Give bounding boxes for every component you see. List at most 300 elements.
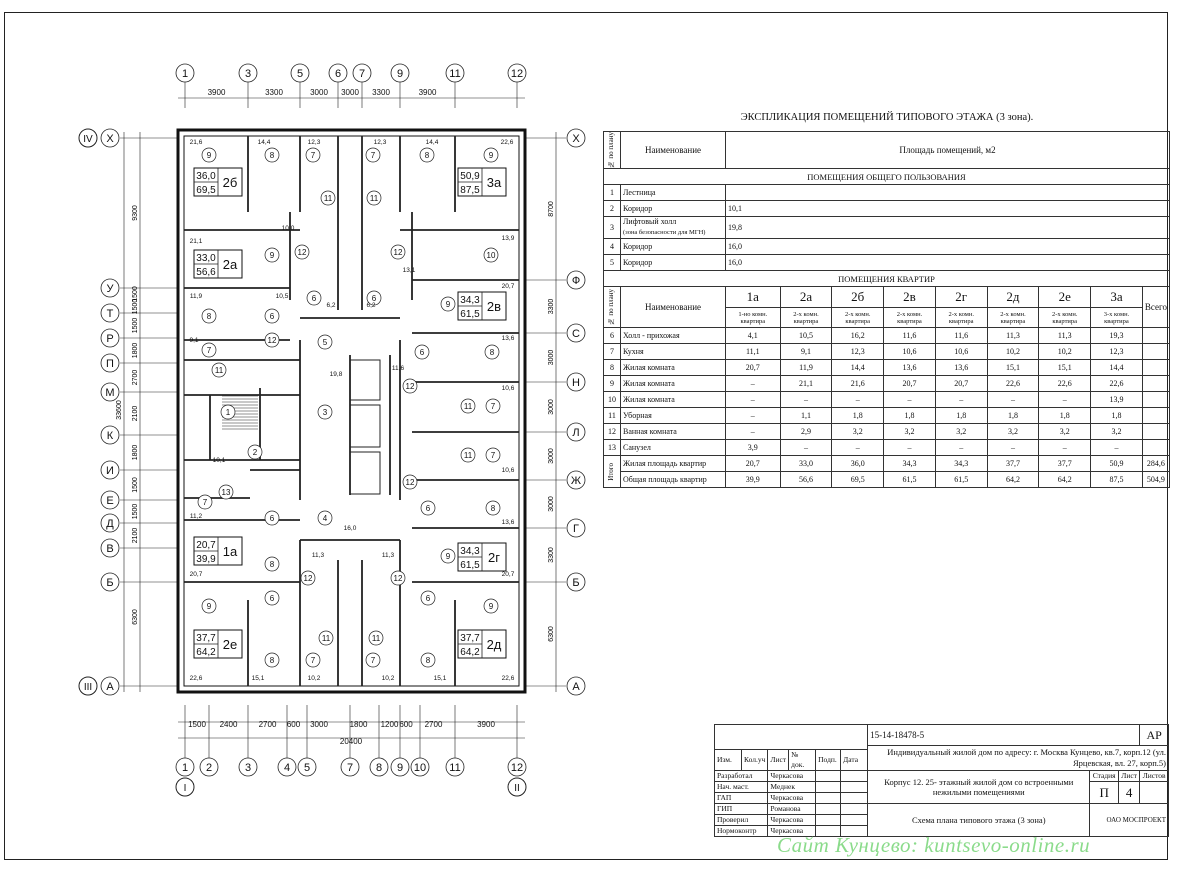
apartment-code: 2а	[222, 257, 238, 272]
row-value: 10,1	[726, 201, 1170, 217]
apartment-total-area: 39,9	[196, 554, 216, 565]
apt-type: 1-но комн. квартира	[726, 307, 781, 328]
axis-label-left: Б	[106, 577, 114, 589]
dimension-top: 3300	[265, 88, 283, 97]
room-number: 11	[463, 451, 473, 460]
room-area: 9,1	[189, 337, 199, 344]
axis-label-right: Б	[572, 577, 580, 589]
row-name: Коридор	[621, 201, 726, 217]
cell-value: 20,7	[726, 360, 781, 376]
dimension-top: 3000	[310, 88, 328, 97]
cell-value: –	[780, 392, 832, 408]
row-no: 8	[604, 360, 621, 376]
tb-date	[841, 815, 868, 826]
apartment-code: 3а	[486, 175, 502, 190]
cell-value: 3,2	[884, 424, 936, 440]
col-name: Наименование	[621, 287, 726, 328]
cell-value: 64,2	[987, 472, 1039, 488]
cell-value: 1,8	[832, 408, 884, 424]
cell-value: 50,9	[1091, 456, 1143, 472]
room-number: 7	[202, 498, 208, 507]
tb-name: Черкасова	[768, 815, 816, 826]
tb-date	[841, 804, 868, 815]
tb-stage-label: Стадия	[1090, 771, 1119, 782]
axis-label-bottom: 9	[396, 762, 404, 774]
section-title: ПОМЕЩЕНИЯ КВАРТИР	[604, 271, 1170, 287]
room-number: 11	[323, 194, 333, 203]
cell-value: 3,2	[935, 424, 987, 440]
dimension-bottom: 1500	[188, 720, 206, 729]
apt-code: 2е	[1039, 287, 1091, 308]
axis-label-top: 1	[181, 68, 189, 80]
room-number: 6	[269, 514, 275, 523]
tb-sheets	[1140, 782, 1169, 804]
dimension-left: 1500	[132, 503, 139, 520]
axis-label-bottom: 2	[205, 762, 213, 774]
room-number: 7	[370, 656, 376, 665]
axis-label-bottom: 3	[244, 762, 252, 774]
dimension-top: 3900	[418, 88, 437, 97]
room-area: 6,2	[366, 302, 376, 309]
room-number: 13	[221, 488, 231, 497]
tb-head: Изм.	[715, 750, 742, 771]
room-number: 7	[370, 151, 376, 160]
cell-value: 20,7	[884, 376, 936, 392]
axis-label-bottom: 10	[413, 762, 427, 774]
dimension-bottom: 1800	[349, 720, 368, 729]
room-number: 6	[269, 594, 275, 603]
room-area: 19,8	[329, 371, 343, 378]
section-label: II	[514, 783, 520, 794]
room-number: 6	[425, 504, 431, 513]
apartment-total-area: 61,5	[460, 309, 480, 320]
cell-value: 15,1	[987, 360, 1039, 376]
apartment-total-area: 64,2	[460, 647, 480, 658]
dimension-left: 6300	[132, 609, 139, 625]
apt-row	[604, 360, 1170, 376]
room-area: 14,4	[257, 139, 271, 146]
cell-total	[1142, 392, 1169, 408]
room-area: 10,2	[381, 675, 395, 682]
dimension-bottom: 1200	[380, 720, 399, 729]
room-area: 11,3	[311, 552, 325, 559]
room-number: 9	[488, 151, 494, 160]
row-no: 1	[604, 185, 621, 201]
cell-value: 10,6	[935, 344, 987, 360]
dimension-right: 3000	[548, 399, 555, 415]
cell-value: 22,6	[1091, 376, 1143, 392]
tb-name: Меднек	[768, 782, 816, 793]
apartment-living-area: 37,7	[460, 633, 480, 644]
row-name: Коридор	[621, 255, 726, 271]
dimension-bottom: 2400	[219, 720, 238, 729]
cell-value: 69,5	[832, 472, 884, 488]
axis-label-left: У	[106, 283, 114, 295]
tb-role: Нормоконтр	[715, 826, 768, 837]
cell-value: 3,2	[1039, 424, 1091, 440]
room-number: 9	[488, 602, 494, 611]
row-no: 7	[604, 344, 621, 360]
dimension-right: 3000	[548, 496, 555, 512]
tb-project: Индивидуальный жилой дом по адресу: г. Москва Кунцево, кв.7, корп.12 (ул. Ярцевская, вл. 27, корп.5)	[868, 746, 1169, 771]
cell-value: 12,3	[832, 344, 884, 360]
tb-role: Нач. маст.	[715, 782, 768, 793]
axis-label-left: Х	[106, 133, 114, 145]
tb-date	[841, 793, 868, 804]
room-area: 6,2	[326, 302, 336, 309]
cell-total	[1142, 344, 1169, 360]
tb-org: ОАО МОСПРОЕКТ	[1090, 804, 1169, 837]
apartment-code: 2б	[222, 175, 238, 190]
apt-row	[604, 376, 1170, 392]
tb-sign	[816, 804, 841, 815]
tb-empty	[715, 725, 868, 750]
cell-value: –	[726, 376, 781, 392]
common-row	[604, 217, 1170, 239]
cell-value: 3,2	[832, 424, 884, 440]
room-area: 14,4	[425, 139, 439, 146]
apt-type: 3-х комн. квартира	[1091, 307, 1143, 328]
room-number: 4	[322, 514, 328, 523]
dimension-left: 1500	[132, 298, 139, 315]
cell-value: 34,3	[935, 456, 987, 472]
room-number: 12	[303, 574, 313, 583]
expl-header-row	[604, 132, 1170, 169]
room-number: 3	[322, 408, 328, 417]
room-number: 9	[206, 602, 212, 611]
axis-label-top: 9	[396, 68, 404, 80]
tb-name: Романова	[768, 804, 816, 815]
apt-row	[604, 392, 1170, 408]
axis-label-top: 7	[358, 68, 366, 80]
room-number: 9	[269, 251, 275, 260]
row-no: 6	[604, 328, 621, 344]
row-no: 5	[604, 255, 621, 271]
apt-type: 2-х комн. квартира	[1039, 307, 1091, 328]
dimension-bottom: 600	[286, 720, 301, 729]
axis-label-right: С	[572, 328, 580, 340]
row-name: Санузел	[621, 440, 726, 456]
row-value	[726, 185, 1170, 201]
cell-total: 284,6	[1142, 456, 1169, 472]
common-row	[604, 201, 1170, 217]
cell-value: 1,8	[987, 408, 1039, 424]
dimension-left: 1800	[132, 444, 139, 461]
room-area: 10,0	[281, 225, 295, 232]
apartment-total-area: 56,6	[196, 267, 216, 278]
cell-value: 1,8	[1091, 408, 1143, 424]
row-name: Жилая площадь квартир	[621, 456, 726, 472]
row-no: 4	[604, 239, 621, 255]
room-number: 8	[269, 656, 275, 665]
cell-total	[1142, 424, 1169, 440]
apartment-living-area: 50,9	[460, 171, 480, 182]
row-no: 11	[604, 408, 621, 424]
room-number: 9	[445, 552, 451, 561]
cell-value: 13,6	[884, 360, 936, 376]
cell-value: 20,7	[726, 456, 781, 472]
tb-sign	[816, 793, 841, 804]
room-area: 13,6	[501, 335, 515, 342]
cell-total	[1142, 408, 1169, 424]
room-area: 11,2	[189, 513, 203, 520]
axis-label-top: 12	[510, 68, 524, 80]
expl-section-apt	[604, 271, 1170, 287]
row-no: 10	[604, 392, 621, 408]
tb-role: Проверил	[715, 815, 768, 826]
row-name: Жилая комната	[621, 392, 726, 408]
tb-role: ГАП	[715, 793, 768, 804]
room-number: 7	[310, 151, 316, 160]
cell-total	[1142, 376, 1169, 392]
dimension-left: 1500	[132, 317, 139, 334]
row-name: Жилая комната	[621, 376, 726, 392]
cell-value: 37,7	[987, 456, 1039, 472]
room-number: 8	[489, 348, 495, 357]
cell-value: –	[1039, 392, 1091, 408]
cell-value: 21,1	[780, 376, 832, 392]
axis-label-right: Н	[572, 377, 580, 389]
apt-code: 2б	[832, 287, 884, 308]
cell-value: 16,2	[832, 328, 884, 344]
total-label-text: Итого	[607, 462, 615, 481]
axis-label-left: В	[106, 543, 114, 555]
cell-value: –	[987, 440, 1039, 456]
tb-mark: АР	[1140, 725, 1169, 746]
dimension-right: 3000	[548, 448, 555, 464]
apartment-living-area: 36,0	[196, 171, 216, 182]
axis-label-bottom: 12	[510, 762, 524, 774]
tb-person-row	[715, 804, 1169, 815]
room-area: 13,9	[501, 235, 515, 242]
watermark: Сайт Кунцево: kuntsevo-online.ru	[777, 833, 1091, 857]
room-area: 12,3	[307, 139, 321, 146]
room-number: 11	[214, 366, 224, 375]
dimension-right: 8700	[548, 201, 555, 217]
tb-date	[841, 782, 868, 793]
dimension-right: 3300	[548, 547, 555, 563]
axis-label-bottom: 7	[346, 762, 354, 774]
tb-head: Лист	[768, 750, 789, 771]
dimension-bottom: 600	[399, 720, 413, 729]
tb-code: 15-14-18478-5	[868, 725, 1140, 746]
cell-value: 11,6	[935, 328, 987, 344]
room-area: 11,6	[391, 365, 405, 372]
row-name: Общая площадь квартир	[621, 472, 726, 488]
room-number: 7	[206, 346, 212, 355]
title-block	[714, 724, 1169, 837]
cell-value: 19,3	[1091, 328, 1143, 344]
lift-shaft	[350, 360, 380, 400]
room-area: 10,6	[501, 385, 515, 392]
room-number: 7	[490, 451, 496, 460]
apt-type: 2-х комн. квартира	[935, 307, 987, 328]
cell-value: 3,9	[726, 440, 781, 456]
room-number: 6	[269, 312, 275, 321]
room-number: 6	[419, 348, 425, 357]
room-number: 12	[297, 248, 307, 257]
apartment-living-area: 34,3	[460, 546, 480, 557]
cell-total	[1142, 440, 1169, 456]
dimension-left: 9300	[132, 205, 139, 221]
row-value: 16,0	[726, 255, 1170, 271]
room-area: 21,6	[189, 139, 203, 146]
cell-value: 10,2	[1039, 344, 1091, 360]
axis-label-right: А	[572, 681, 580, 693]
axis-label-right: Ф	[571, 275, 581, 287]
cell-value: 34,3	[884, 456, 936, 472]
cell-value: 36,0	[832, 456, 884, 472]
row-no: 13	[604, 440, 621, 456]
row-name: Жилая комната	[621, 360, 726, 376]
room-number: 11	[369, 194, 379, 203]
apt-type: 2-х комн. квартира	[987, 307, 1039, 328]
axis-label-left: Д	[106, 518, 114, 530]
room-number: 7	[490, 402, 496, 411]
col-area: Площадь помещений, м2	[726, 132, 1170, 169]
room-number: 11	[463, 402, 473, 411]
row-name: Холл - прихожая	[621, 328, 726, 344]
row-name: Ванная комната	[621, 424, 726, 440]
cell-value: 37,7	[1039, 456, 1091, 472]
cell-value: 1,8	[935, 408, 987, 424]
cell-value: 22,6	[987, 376, 1039, 392]
room-area: 15,1	[433, 675, 447, 682]
row-name: Коридор	[621, 239, 726, 255]
axis-label-bottom: 11	[449, 762, 461, 774]
apartment-living-area: 37,7	[196, 633, 216, 644]
explication-title: ЭКСПЛИКАЦИЯ ПОМЕЩЕНИЙ ТИПОВОГО ЭТАЖА (3 зона).	[740, 112, 1034, 123]
room-area: 11,9	[189, 293, 203, 300]
tb-person-row	[715, 771, 1169, 782]
apt-code: 2а	[780, 287, 832, 308]
room-area: 13,1	[402, 267, 416, 274]
axis-label-left: М	[105, 387, 115, 399]
axis-label-left: Т	[106, 308, 114, 320]
room-number: 9	[445, 300, 451, 309]
row-name: Кухня	[621, 344, 726, 360]
cell-value: –	[726, 392, 781, 408]
room-number: 12	[267, 336, 277, 345]
cell-value: 12,3	[1091, 344, 1143, 360]
section-title: ПОМЕЩЕНИЯ ОБЩЕГО ПОЛЬЗОВАНИЯ	[604, 169, 1170, 185]
apt-code: 2д	[987, 287, 1039, 308]
room-area: 12,3	[373, 139, 387, 146]
dimension-right: 3000	[548, 349, 555, 366]
tb-sheet-label: Лист	[1119, 771, 1140, 782]
apartment-living-area: 33,0	[196, 253, 216, 264]
axis-label-right: Ж	[570, 475, 582, 487]
cell-value: 4,1	[726, 328, 781, 344]
axis-label-left: Е	[106, 495, 114, 507]
col-total: Всего	[1142, 287, 1169, 328]
section-label: I	[183, 783, 187, 794]
row-no: 2	[604, 201, 621, 217]
dimension-total: 20400	[339, 737, 363, 746]
room-number: 9	[206, 151, 212, 160]
room-number: 6	[425, 594, 431, 603]
apt-code: 1а	[726, 287, 781, 308]
apt-code: 3а	[1091, 287, 1143, 308]
common-row	[604, 239, 1170, 255]
tb-name: Черкасова	[768, 793, 816, 804]
tb-sign	[816, 771, 841, 782]
tb-drawing: Схема плана типового этажа (3 зона)	[868, 804, 1090, 837]
cell-value: –	[884, 392, 936, 408]
cell-value: –	[780, 440, 832, 456]
dimension-bottom: 2700	[258, 720, 277, 729]
cell-value: 11,1	[726, 344, 781, 360]
row-value: 16,0	[726, 239, 1170, 255]
tb-head: Кол.уч	[742, 750, 768, 771]
cell-value: 10,5	[780, 328, 832, 344]
section-label: III	[83, 682, 93, 693]
cell-value: –	[884, 440, 936, 456]
cell-value: 1,1	[780, 408, 832, 424]
apt-row	[604, 408, 1170, 424]
dimension-left: 1800	[132, 342, 139, 359]
cell-value: 1,8	[1039, 408, 1091, 424]
row-no: 9	[604, 376, 621, 392]
row-no: 3	[604, 217, 621, 239]
room-number: 1	[225, 408, 231, 417]
lift-shaft	[350, 405, 380, 447]
apartment-code: 1а	[222, 544, 238, 559]
cell-value: 10,2	[987, 344, 1039, 360]
apt-code-row	[604, 287, 1170, 308]
room-number: 5	[322, 338, 328, 347]
cell-total	[1142, 328, 1169, 344]
axis-label-top: 5	[296, 68, 304, 80]
room-number: 11	[371, 634, 381, 643]
dimension-left: 2100	[132, 527, 139, 544]
tb-sheets-label: Листов	[1140, 771, 1169, 782]
room-number: 8	[269, 151, 275, 160]
cell-value: 2,9	[780, 424, 832, 440]
dimension-right: 3300	[548, 298, 555, 315]
cell-total	[1142, 360, 1169, 376]
axis-label-bottom: 5	[303, 762, 311, 774]
room-number: 8	[269, 560, 275, 569]
room-area: 10,6	[501, 467, 515, 474]
dimension-top: 3300	[372, 88, 390, 97]
room-number: 7	[310, 656, 316, 665]
cell-value: –	[832, 392, 884, 408]
cell-value: 20,7	[935, 376, 987, 392]
room-number: 8	[424, 151, 430, 160]
col-no-text: № по плану	[607, 289, 615, 326]
apt-row	[604, 344, 1170, 360]
axis-label-top: 11	[449, 68, 461, 80]
axis-label-bottom: 8	[375, 762, 383, 774]
dimension-left: 2100	[132, 405, 139, 422]
row-name: Уборная	[621, 408, 726, 424]
apartment-total-area: 61,5	[460, 560, 480, 571]
room-area: 10,1	[212, 457, 226, 464]
room-area: 21,1	[189, 238, 203, 245]
total-row	[604, 456, 1170, 472]
cell-value: –	[987, 392, 1039, 408]
dimension-bottom: 3900	[477, 720, 495, 729]
tb-sign	[816, 815, 841, 826]
total-row	[604, 472, 1170, 488]
cell-value: 33,0	[780, 456, 832, 472]
axis-label-bottom: 1	[181, 762, 189, 774]
row-no: 12	[604, 424, 621, 440]
room-number: 8	[425, 656, 431, 665]
axis-label-right: Л	[572, 427, 580, 439]
cell-value: 64,2	[1039, 472, 1091, 488]
